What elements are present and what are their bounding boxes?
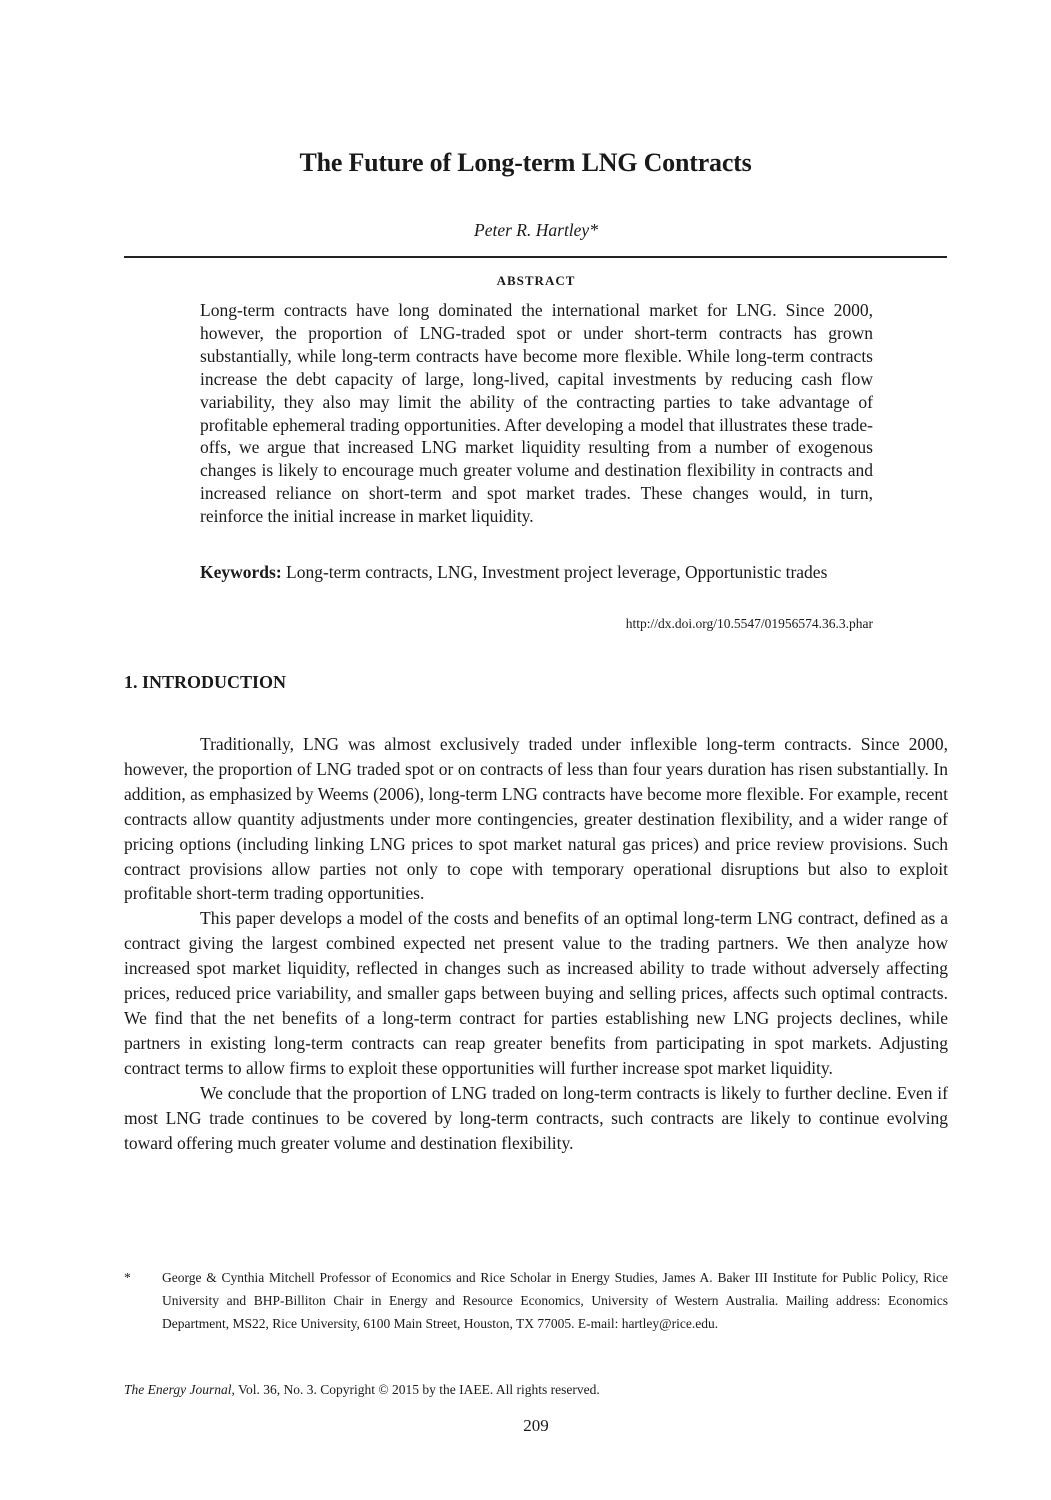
header-divider — [124, 256, 947, 258]
footnote — [124, 1267, 948, 1335]
introduction-body — [124, 732, 948, 1155]
page-number: 209 — [523, 1416, 549, 1435]
doi-link[interactable]: http://dx.doi.org/10.5547/01956574.36.3.phar — [625, 616, 873, 631]
keywords-label: Keywords: — [200, 562, 282, 582]
author-name: Peter R. Hartley* — [474, 220, 598, 240]
paper-title: The Future of Long-term LNG Contracts — [299, 148, 752, 177]
paragraph: Traditionally, LNG was almost exclusively traded under inflexible long-term contracts. Since 2000, however, the proportion of LNG traded spot or on contracts of less than four years duration has risen substantially. In addition, as emphasized by Weems (2006), long-term LNG contracts have become more flexible. For example, recent contracts allow quantity adjustments under more contingencies, greater destination flexibility, and a wider range of pricing options (including linking LNG prices to spot market natural gas prices) and price review provisions. Such contract provisions allow parties not only to cope with temporary operational disruptions but also to exploit profitable short-term trading opportunities. — [124, 734, 948, 904]
section-heading: 1. INTRODUCTION — [124, 672, 287, 692]
journal-details: , Vol. 36, No. 3. Copyright © 2015 by the IAEE. All rights reserved. — [231, 1382, 600, 1397]
footnote-mark: * — [124, 1270, 131, 1285]
keywords-list: Long-term contracts, LNG, Investment project leverage, Opportunistic trades — [286, 562, 828, 582]
journal-name: The Energy Journal — [124, 1382, 232, 1397]
journal-citation — [124, 1382, 600, 1398]
paragraph: This paper develops a model of the costs and benefits of an optimal long-term LNG contract, defined as a contract giving the largest combined expected net present value to the trading partners. We then analyze how increased spot market liquidity, reflected in changes such as increased ability to trade without adversely affecting prices, reduced price variability, and smaller gaps between buying and selling prices, affects such optimal contracts. We find that the net benefits of a long-term contract for parties establishing new LNG projects declines, while partners in existing long-term contracts can reap greater benefits from participating in spot markets. Adjusting contract terms to allow firms to exploit these opportunities will further increase spot market liquidity. — [124, 908, 948, 1078]
abstract-heading: ABSTRACT — [496, 273, 576, 288]
footnote-text: George & Cynthia Mitchell Professor of Economics and Rice Scholar in Energy Studies, James A. Baker III Institute for Public Policy, Rice University and BHP-Billiton Chair in Energy and Resource Economics, University of Western Australia. Mailing address: Economics Department, MS22, Rice University, 6100 Main Street, Houston, TX 77005. E-mail: hartley@rice.edu. — [162, 1270, 948, 1331]
keywords — [200, 561, 873, 584]
paragraph: We conclude that the proportion of LNG traded on long-term contracts is likely to further decline. Even if most LNG trade continues to be covered by long-term contracts, such contracts are likely to continue evolving toward offering much greater volume and destination flexibility. — [124, 1082, 948, 1153]
abstract-body: Long-term contracts have long dominated the international market for LNG. Since 2000, however, the proportion of LNG-traded spot or under short-term contracts has grown substantially, while long-term contracts have become more flexible. While long-term contracts increase the debt capacity of large, long-lived, capital investments by reducing cash flow variability, they also may limit the ability of the contracting parties to take advantage of profitable ephemeral trading opportunities. After developing a model that illustrates these trade-offs, we argue that increased LNG market liquidity resulting from a number of exogenous changes is likely to encourage much greater volume and destination flexibility in contracts and increased reliance on short-term and spot market trades. These changes would, in turn, reinforce the initial increase in market liquidity. — [200, 300, 873, 527]
